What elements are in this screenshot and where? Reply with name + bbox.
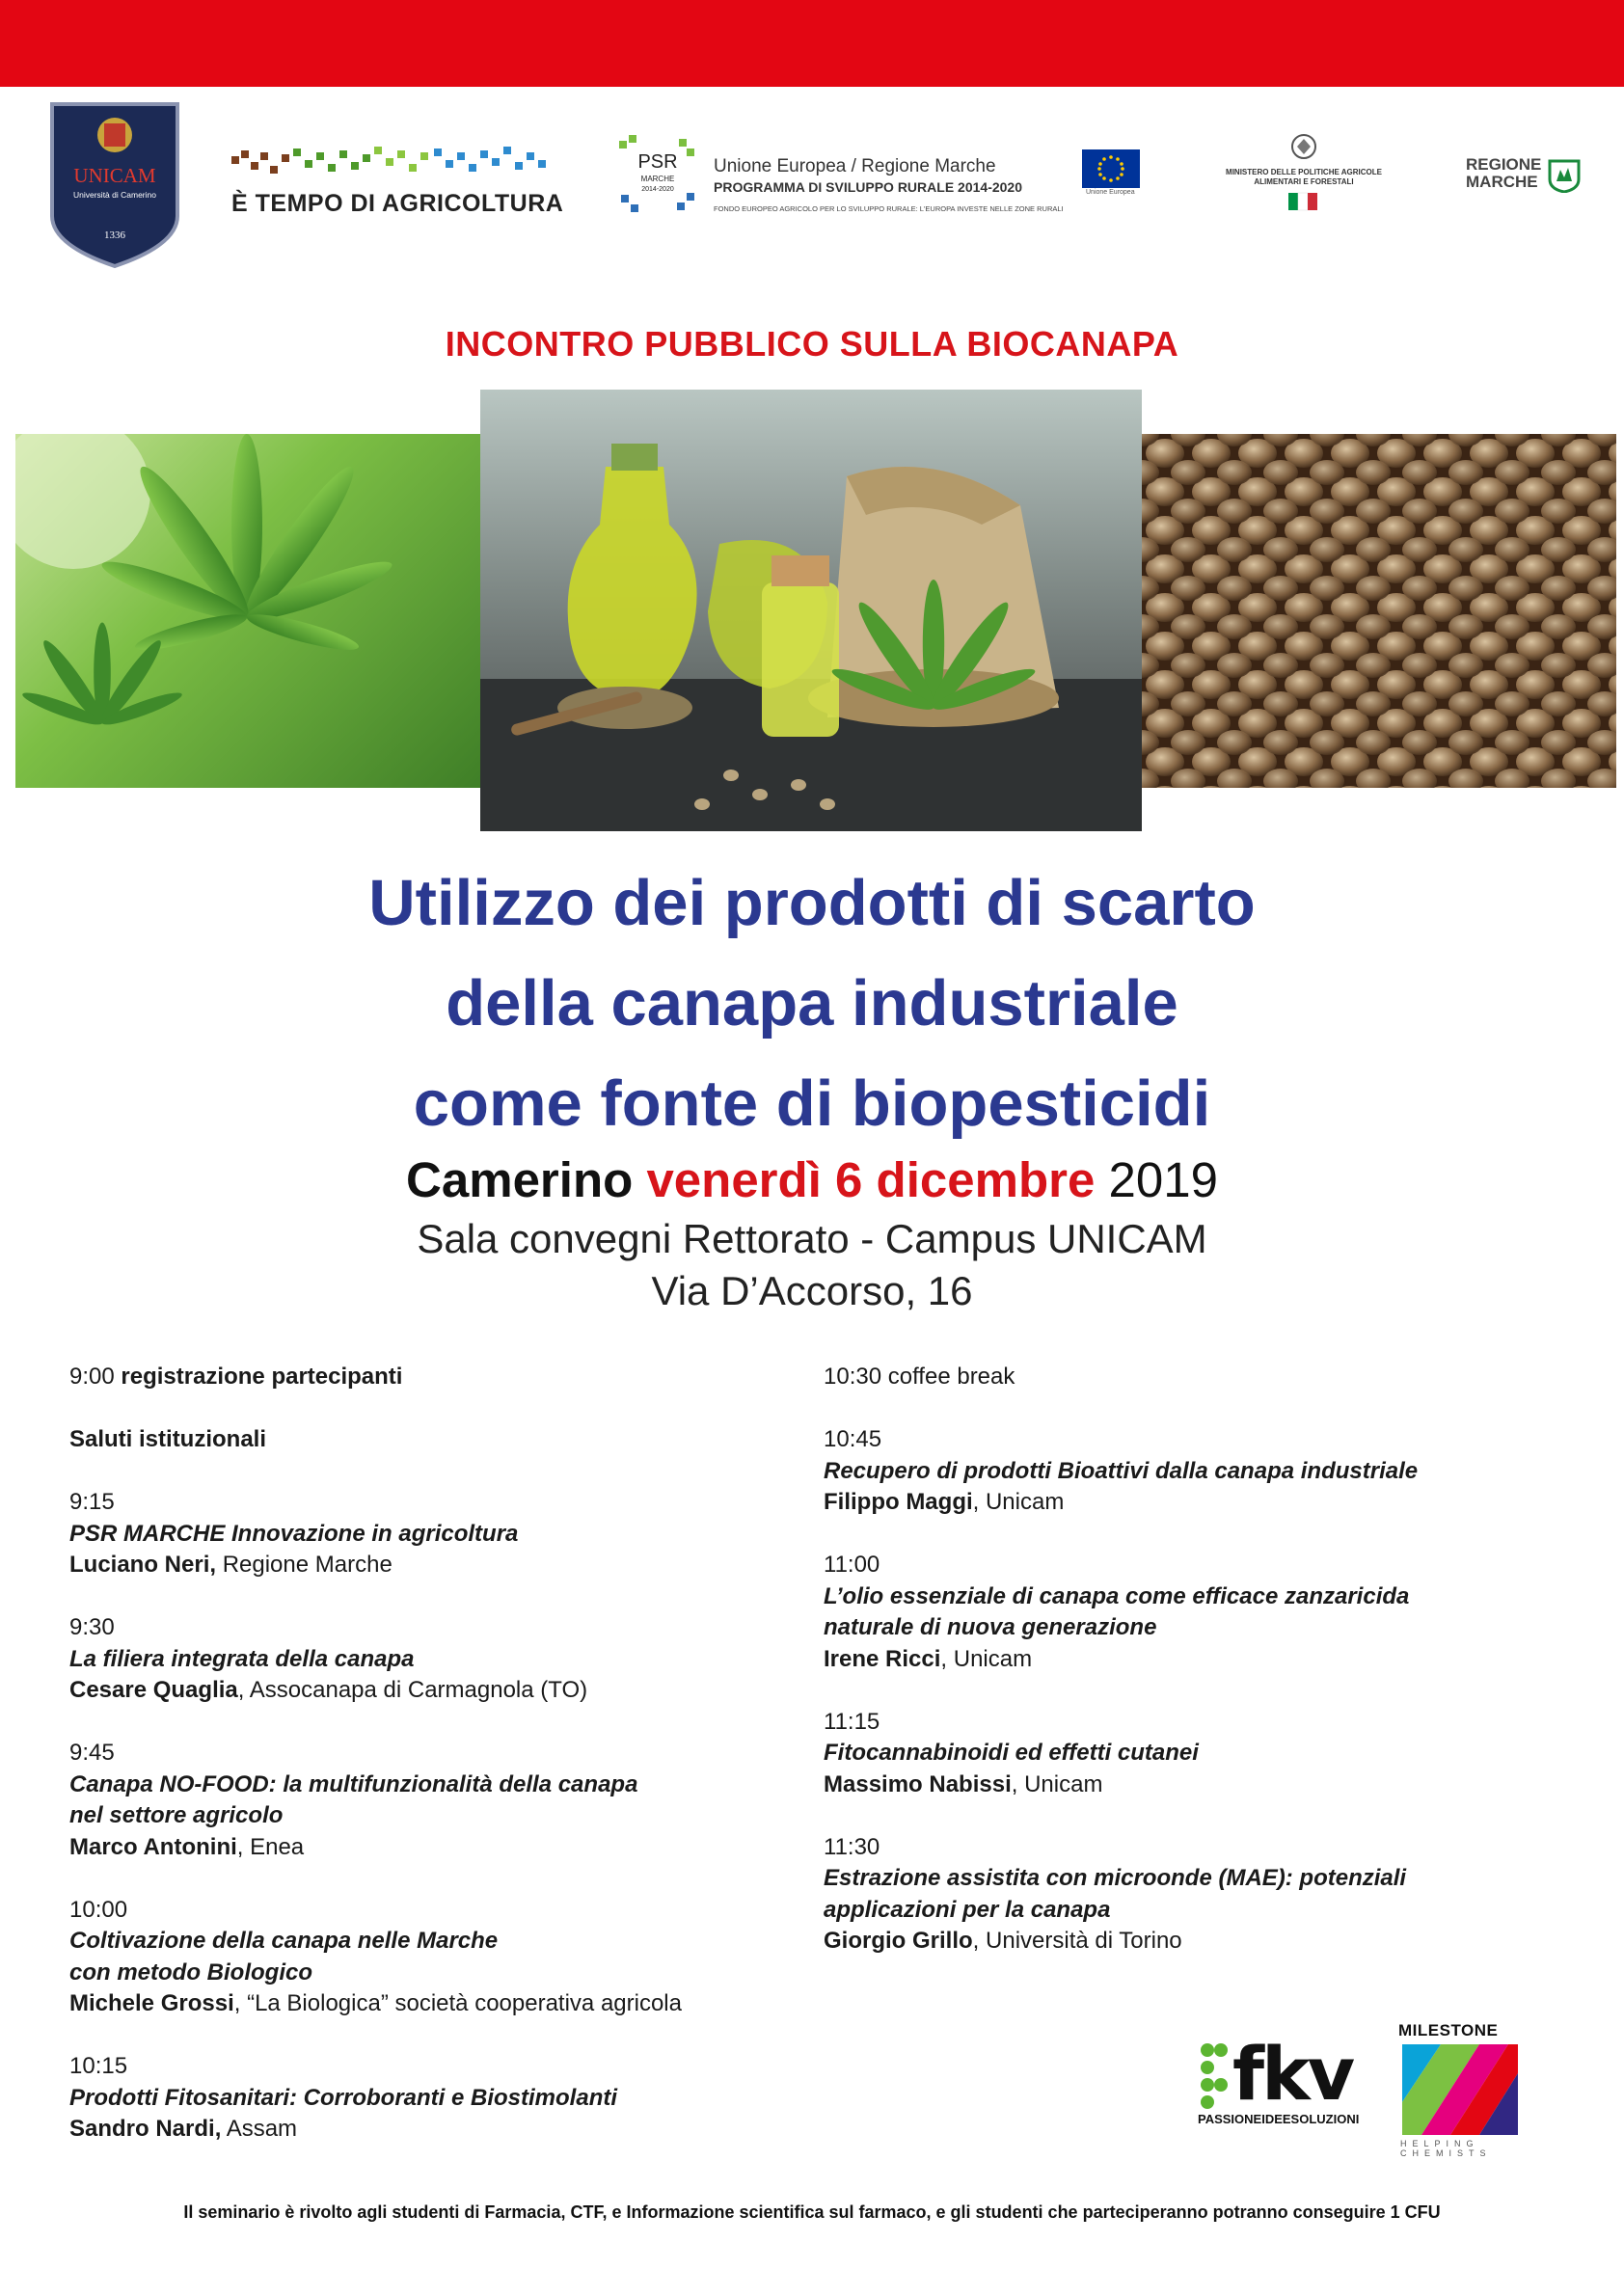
program-label: Saluti istituzionali — [69, 1426, 267, 1452]
talk-title: Prodotti Fitosanitari: Corroboranti e Biostimolanti — [69, 2084, 618, 2111]
svg-text:PSR: PSR — [637, 151, 678, 173]
venue-line-1: Sala convegni Rettorato - Campus UNICAM — [417, 1216, 1207, 1261]
title-line-2: della canapa industriale — [446, 967, 1178, 1040]
speaker-affiliation: Regione Marche — [216, 1552, 392, 1578]
program-item — [69, 2051, 822, 2146]
psr-line-2: PROGRAMMA DI SVILUPPO RURALE 2014-2020 — [714, 179, 1022, 195]
speaker-name: Sandro Nardi, — [69, 2116, 222, 2142]
svg-text:MARCHE: MARCHE — [640, 175, 675, 183]
program-item — [69, 1738, 822, 1863]
program-time: 10:45 — [824, 1426, 882, 1452]
talk-title: Recupero di prodotti Bioattivi dalla canapa industriale — [824, 1457, 1419, 1484]
main-title — [0, 853, 1624, 1154]
hemp-oil-photo — [480, 390, 1142, 831]
milestone-logo — [1398, 2021, 1524, 2156]
event-type-heading: INCONTRO PUBBLICO SULLA BIOCANAPA — [445, 324, 1179, 364]
psr-badge-icon — [617, 135, 698, 216]
talk-title-line-2: nel settore agricolo — [69, 1802, 284, 1828]
program-time: 9:15 — [69, 1489, 115, 1515]
svg-text:2014-2020: 2014-2020 — [641, 186, 674, 193]
venue-line-2: Via D’Accorso, 16 — [651, 1268, 973, 1313]
program-time: 9:45 — [69, 1740, 115, 1766]
program-time: 11:30 — [824, 1833, 880, 1860]
milestone-name: MILESTONE — [1398, 2021, 1499, 2039]
speaker-affiliation: , Unicam — [972, 1489, 1065, 1515]
pixel-pattern-icon — [231, 145, 555, 187]
speaker-name: Marco Antonini — [69, 1833, 237, 1860]
speaker-affiliation: , Assocanapa di Carmagnola (TO) — [237, 1677, 588, 1703]
cannabis-leaves-photo — [15, 434, 480, 788]
talk-title: Coltivazione della canapa nelle Marche — [69, 1928, 499, 1954]
program-item — [824, 1550, 1595, 1675]
psr-line-3: FONDO EUROPEO AGRICOLO PER LO SVILUPPO RURALE: L'EUROPA INVESTE NELLE ZONE RURALI — [714, 204, 1064, 213]
talk-title: Estrazione assistita con microonde (MAE): potenziali — [824, 1865, 1407, 1891]
regione-marche-logo — [1466, 156, 1582, 204]
fkv-name: fkv — [1232, 2031, 1353, 2117]
talk-title: Canapa NO-FOOD: la multifunzionalità della canapa — [69, 1770, 638, 1797]
talk-title-line-2: con metodo Biologico — [69, 1958, 312, 1985]
speaker-affiliation: Assam — [221, 2116, 298, 2142]
eu-caption: Unione Europea — [1086, 189, 1135, 196]
speaker-affiliation: , Unicam — [940, 1645, 1033, 1672]
talk-title-line-2: naturale di nuova generazione — [824, 1614, 1157, 1640]
title-line-3: come fonte di biopesticidi — [413, 1067, 1211, 1140]
hemp-seeds-photo — [1142, 434, 1616, 788]
program-right-column — [824, 1362, 1595, 1988]
talk-title: La filiera integrata della canapa — [69, 1645, 415, 1672]
speaker-name: Michele Grossi — [69, 1990, 234, 2016]
unicam-shield-icon — [46, 100, 183, 270]
talk-title: Fitocannabinoidi ed effetti cutanei — [824, 1740, 1199, 1766]
talk-title: L’olio essenziale di canapa come efficace zanzaricida — [824, 1582, 1410, 1609]
unicam-logo — [46, 100, 183, 270]
speaker-name: Giorgio Grillo — [824, 1928, 973, 1954]
program-label: registrazione partecipanti — [121, 1364, 403, 1390]
program-item — [824, 1832, 1595, 1958]
eu-logo — [1082, 149, 1140, 203]
program-time: 11:15 — [824, 1708, 880, 1735]
regione-line-2: MARCHE — [1466, 173, 1538, 191]
program-left-column — [69, 1362, 822, 2176]
venue — [0, 1213, 1624, 1317]
footer-note: Il seminario è rivolto agli studenti di Farmacia, CTF, e Informazione scientifica sul farmaco, e gli studenti che parteciperanno potranno conseguire 1 CFU — [183, 2202, 1441, 2222]
program-item — [69, 1362, 822, 1393]
eu-flag-icon — [1082, 149, 1140, 188]
svg-text:Università di Camerino: Università di Camerino — [73, 190, 156, 200]
talk-title: PSR MARCHE Innovazione in agricoltura — [69, 1520, 519, 1547]
speaker-affiliation: , Enea — [236, 1833, 305, 1860]
regione-marche-icon — [1547, 158, 1582, 193]
date-year: 2019 — [1108, 1152, 1218, 1207]
fkv-logo — [1194, 2031, 1367, 2127]
milestone-tagline: HELPING CHEMISTS — [1400, 2139, 1492, 2158]
date-day: venerdì 6 dicembre — [646, 1152, 1096, 1207]
event-date — [0, 1151, 1624, 1208]
program-item — [824, 1707, 1595, 1801]
seeds-icon — [1142, 434, 1616, 788]
program-label: 10:30 coffee break — [824, 1364, 1015, 1390]
program-time: 11:00 — [824, 1552, 880, 1578]
psr-line-1: Unione Europea / Regione Marche — [714, 156, 996, 176]
svg-text:1336: 1336 — [104, 230, 125, 241]
program-item — [69, 1895, 822, 2020]
program-item — [69, 1424, 822, 1456]
speaker-name: Filippo Maggi — [824, 1489, 973, 1515]
top-red-bar — [0, 0, 1624, 87]
speaker-name: Massimo Nabissi — [824, 1770, 1012, 1797]
agricoltura-logo — [231, 145, 564, 218]
program-item — [69, 1487, 822, 1581]
program-item — [69, 1612, 822, 1707]
speaker-affiliation: , Università di Torino — [972, 1928, 1182, 1954]
ministero-text: MINISTERO DELLE POLITICHE AGRICOLE ALIMENTARI E FORESTALI — [1226, 168, 1382, 186]
program-time: 10:15 — [69, 2053, 128, 2079]
date-city: Camerino — [406, 1152, 634, 1207]
hemp-leaf-icon — [15, 434, 480, 788]
speaker-name: Irene Ricci — [824, 1645, 941, 1672]
speaker-affiliation: , Unicam — [1011, 1770, 1103, 1797]
milestone-mark-icon — [1402, 2044, 1518, 2135]
psr-marche-logo — [617, 135, 1064, 213]
title-line-1: Utilizzo dei prodotti di scarto — [368, 867, 1256, 939]
agricoltura-text: È TEMPO DI AGRICOLTURA — [231, 190, 564, 217]
speaker-name: Luciano Neri, — [69, 1552, 217, 1578]
fkv-dots-icon — [1196, 2042, 1231, 2112]
program-time: 9:30 — [69, 1614, 115, 1640]
regione-line-1: REGIONE — [1466, 155, 1542, 174]
fkv-tagline: PASSIONEIDEESOLUZIONI — [1198, 2112, 1360, 2126]
talk-title-line-2: applicazioni per la canapa — [824, 1896, 1111, 1923]
ministero-logo — [1207, 133, 1400, 210]
svg-text:UNICAM: UNICAM — [73, 164, 156, 187]
program-time: 9:00 — [69, 1364, 115, 1390]
program-item — [824, 1424, 1595, 1519]
speaker-name: Cesare Quaglia — [69, 1677, 238, 1703]
speaker-affiliation: , “La Biologica” società cooperativa agricola — [233, 1990, 682, 2016]
oil-bottles-icon — [480, 390, 1142, 831]
program-time: 10:00 — [69, 1896, 128, 1923]
program-item — [824, 1362, 1595, 1393]
